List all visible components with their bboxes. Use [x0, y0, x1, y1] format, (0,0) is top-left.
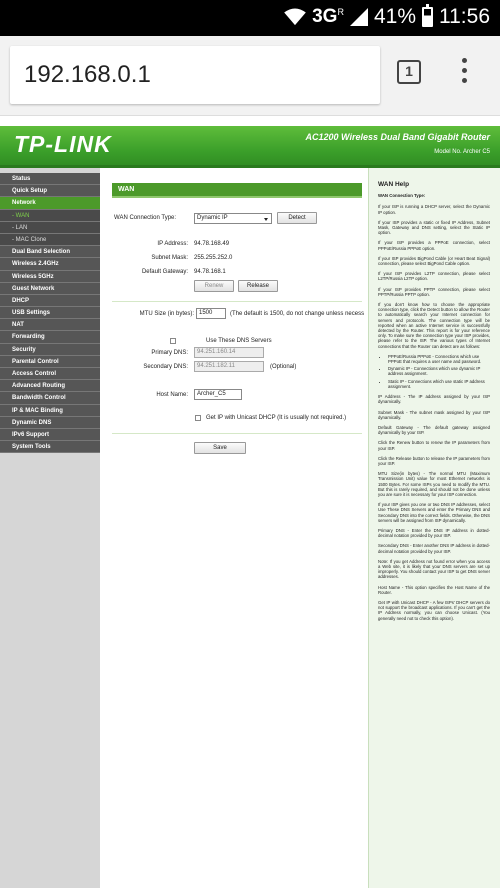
sidebar-item-mac-clone[interactable]: - MAC Clone	[0, 234, 100, 246]
sidebar-item-ip-mac-binding[interactable]: IP & MAC Binding	[0, 405, 100, 417]
optional-label: (Optional)	[270, 364, 297, 370]
help-paragraph: Subnet Mask - The subnet mask assigned by your ISP dynamically.	[378, 409, 490, 420]
wifi-icon	[284, 8, 306, 26]
sidebar-item-guest-network[interactable]: Guest Network	[0, 283, 100, 295]
tab-switcher-button[interactable]: 1	[397, 60, 421, 84]
sidebar-item-dhcp[interactable]: DHCP	[0, 295, 100, 307]
renew-button[interactable]: Renew	[194, 280, 234, 292]
help-paragraph: If you don't know how to choose the appropriate connection type, click the Detect button to allow the Router to automatically search your Internet connection for servers and protocols. The connection type will be reported when an active Internet service is successfully detected by the Router. This report is for your reference only. To make sure the connection type your ISP provides, please refer to the ISP. The various types of Internet connections that the Router can detect are as follows:	[378, 302, 490, 349]
help-paragraph: Click the Release button to release the IP parameters from your ISP.	[378, 455, 490, 466]
section-title: WAN	[112, 183, 362, 196]
release-button[interactable]: Release	[238, 280, 278, 292]
battery-percent: 41%	[373, 5, 416, 28]
sidebar-item-bandwidth-control[interactable]: Bandwidth Control	[0, 392, 100, 404]
wan-settings-panel	[100, 168, 368, 888]
router-model: Model No. Archer C5	[434, 149, 490, 155]
help-subtitle: WAN Connection Type:	[378, 193, 426, 199]
wan-connection-type-label: WAN Connection Type:	[114, 215, 177, 221]
mtu-size-label: MTU Size (in bytes):	[139, 311, 194, 317]
subnet-mask-value: 255.255.252.0	[194, 255, 233, 261]
sidebar-item-system-tools[interactable]: System Tools	[0, 441, 100, 453]
clock: 11:56	[439, 5, 490, 28]
sidebar-item-advanced-routing[interactable]: Advanced Routing	[0, 380, 100, 392]
divider	[112, 433, 362, 434]
help-paragraph: If your ISP gives you one or two DNS IP addresses, select Use These DNS Servers and enter the Primary DNS and Secondary DNS into the correct fields. Otherwise, the DNS servers will be assigned from ISP dynamically.	[378, 502, 491, 523]
help-paragraph: If your ISP provides BigPond Cable (or Heart Beat Signal) connection, please select BigPond Cable option.	[378, 255, 490, 267]
sidebar-item-lan[interactable]: - LAN	[0, 222, 100, 234]
sidebar-item-dual-band-selection[interactable]: Dual Band Selection	[0, 246, 100, 258]
unicast-dhcp-checkbox[interactable]	[195, 415, 201, 421]
network-type: 3G	[312, 6, 338, 27]
help-paragraph: Primary DNS - Enter the DNS IP address in dotted-decimal notation provided by your ISP.	[378, 527, 490, 539]
sidebar-item-nat[interactable]: NAT	[0, 319, 100, 331]
help-paragraph: If your ISP provides a PPPoE connection, select PPPoE/Russia PPPoE option.	[378, 240, 490, 251]
secondary-dns-input[interactable]: 94.251.182.11	[194, 361, 264, 372]
sidebar-item-wireless-5ghz[interactable]: Wireless 5GHz	[0, 271, 100, 283]
tp-link-logo: TP-LINK	[14, 131, 112, 157]
unicast-dhcp-label: Get IP with Unicast DHCP (It is usually not required.)	[206, 415, 347, 421]
save-button[interactable]: Save	[194, 442, 246, 454]
host-name-input[interactable]: Archer_C5	[194, 389, 242, 400]
secondary-dns-label: Secondary DNS:	[143, 364, 188, 370]
help-list-item: • Dynamic IP - Connections which use dynamic IP address assignment.	[388, 366, 490, 376]
sidebar-item-quick-setup[interactable]: Quick Setup	[0, 185, 100, 197]
sidebar-item-status[interactable]: Status	[0, 173, 100, 185]
sidebar-item-usb-settings[interactable]: USB Settings	[0, 307, 100, 319]
sidebar	[0, 168, 100, 888]
sidebar-item-wan[interactable]: - WAN	[0, 210, 100, 222]
status-bar	[0, 0, 500, 36]
router-title: AC1200 Wireless Dual Band Gigabit Router	[305, 132, 490, 142]
sidebar-item-access-control[interactable]: Access Control	[0, 368, 100, 380]
help-paragraph: If your ISP provides L2TP connection, please select L2TP/Russia L2TP option.	[378, 271, 490, 282]
divider	[112, 301, 362, 302]
sidebar-item-dynamic-dns[interactable]: Dynamic DNS	[0, 417, 100, 429]
sidebar-item-network[interactable]: Network	[0, 197, 100, 209]
help-list-item: • PPPoE/Russia PPPoE - Connections which use PPPoE that requires a user name and password.	[388, 354, 490, 364]
sidebar-item-ipv6-support[interactable]: IPv6 Support	[0, 429, 100, 441]
default-gateway-label: Default Gateway:	[141, 269, 188, 275]
roaming-indicator: R	[337, 7, 344, 17]
signal-icon	[350, 8, 368, 26]
help-list	[388, 354, 490, 389]
help-paragraph: If your ISP is running a DHCP server, select the Dynamic IP option.	[378, 204, 490, 215]
primary-dns-label: Primary DNS:	[151, 350, 188, 356]
sidebar-item-parental-control[interactable]: Parental Control	[0, 356, 100, 368]
help-paragraph: IP Address - The IP address assigned by your ISP dynamically.	[378, 394, 490, 405]
url-text: 192.168.0.1	[24, 61, 151, 88]
subnet-mask-label: Subnet Mask:	[151, 255, 188, 261]
wan-connection-type-select[interactable]	[194, 213, 272, 224]
help-paragraph: Secondary DNS - Enter another DNS IP address in dotted-decimal notation provided by your ISP.	[378, 543, 490, 554]
primary-dns-input[interactable]: 94.251.160.14	[194, 347, 264, 358]
use-dns-checkbox[interactable]	[170, 338, 176, 344]
help-paragraph: MTU Size(in bytes) - The normal MTU (Maximum Transmission Unit) value for most Ethernet networks is 1500 Bytes. For some ISPs you need to modify the MTU. But this is rarely required, and should not be done unless you are sure it is necessary for your ISP connection.	[378, 471, 490, 497]
host-name-label: Host Name:	[156, 392, 188, 398]
help-paragraph: Get IP with Unicast DHCP - A few ISPs' DHCP servers do not support the broadcast applications. If you can't get the IP Address normally, you can choose Unicast. (You generally need not to check this option).	[378, 599, 490, 621]
wan-connection-type-value: Dynamic IP	[197, 215, 228, 221]
address-bar[interactable]	[10, 46, 380, 104]
ip-address-label: IP Address:	[157, 241, 188, 247]
sidebar-item-forwarding[interactable]: Forwarding	[0, 331, 100, 343]
help-paragraph: Default Gateway - The default gateway assigned dynamically by your ISP.	[378, 424, 490, 436]
help-list-item: • Static IP - Connections which use static IP address assignment.	[388, 379, 490, 389]
help-paragraph: Host Name - This option specifies the Host Name of the Router.	[378, 584, 490, 595]
use-dns-label: Use These DNS Servers	[206, 338, 272, 344]
help-paragraph: Click the Renew button to renew the IP parameters from your ISP.	[378, 440, 490, 451]
default-gateway-value: 94.78.168.1	[194, 269, 226, 275]
browser-toolbar	[0, 36, 500, 116]
mtu-size-input[interactable]: 1500	[196, 308, 226, 319]
help-paragraph: If your ISP provides a static or fixed IP Address, Subnet Mask, Gateway and DNS setting, select the Static IP option.	[378, 219, 490, 236]
sidebar-item-wireless-2-4ghz[interactable]: Wireless 2.4GHz	[0, 258, 100, 270]
more-options-icon[interactable]	[462, 58, 468, 88]
detect-button[interactable]: Detect	[277, 212, 317, 224]
section-divider	[112, 196, 362, 198]
sidebar-item-security[interactable]: Security	[0, 344, 100, 356]
help-paragraph: Note: If you get Address not found error when you access a Web site, it is likely that your DNS servers are set up improperly. You should contact your ISP to get DNS server addresses.	[378, 558, 490, 580]
mtu-note: (The default is 1500, do not change unless necess	[230, 311, 365, 317]
battery-icon	[422, 7, 433, 27]
ip-address-value: 94.78.168.49	[194, 241, 230, 247]
help-title: WAN Help	[378, 181, 410, 188]
help-paragraph: If your ISP provides PPTP connection, please select PPTP/Russia PPTP option.	[378, 286, 490, 297]
router-header	[0, 126, 500, 168]
help-panel	[368, 168, 500, 888]
